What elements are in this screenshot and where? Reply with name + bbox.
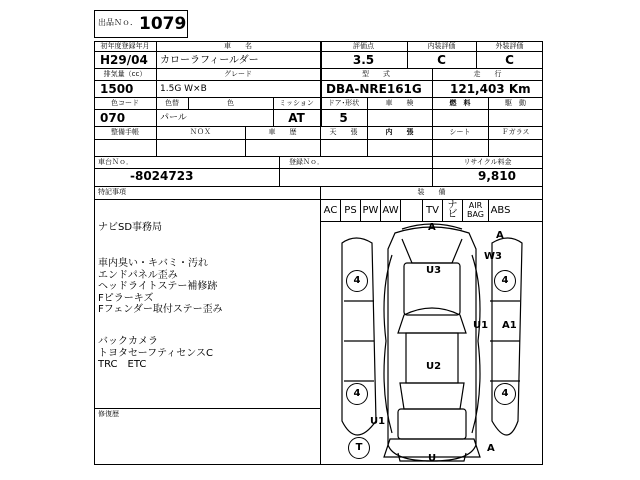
mileage-label: 走 行 [473, 70, 502, 78]
front-glass-label: Ｆガラス [501, 128, 530, 136]
service-book-label: 整備手帳 [111, 128, 139, 136]
damage-mark-w3: W3 [484, 251, 502, 262]
right-door-lines [490, 301, 520, 381]
interior-grade-value: C [437, 53, 446, 67]
notes-block-b [98, 258, 223, 316]
note-line: TRC ETC [98, 359, 147, 370]
damage-mark-a1: A1 [502, 320, 517, 331]
doors-value: 5 [339, 111, 348, 125]
drive-label: 駆 動 [505, 99, 526, 107]
notes-block-a [98, 222, 162, 234]
divider [94, 408, 320, 409]
note-line: エンドパネル歪み [98, 269, 178, 281]
equipment-item: ナビ [442, 199, 462, 221]
left-side-view [342, 238, 376, 435]
displacement-label: 排気量（cc） [103, 70, 147, 78]
windshield-outline [398, 308, 466, 333]
damage-mark-right-fender: A [496, 230, 504, 241]
note-line: トヨタセーフティセンスC [98, 347, 213, 359]
damage-mark-tailgate: U2 [426, 361, 442, 372]
equipment-item: PW [360, 199, 380, 221]
transmission-label: ミッション [279, 99, 314, 107]
damage-mark-rear-bumper: U [428, 453, 437, 464]
divider [94, 80, 543, 81]
divider [94, 109, 543, 110]
notes-header: 特記事項 [98, 188, 126, 196]
damage-mark-right-door: U1 [473, 320, 489, 331]
recycle-fee-label: リサイクル料金 [463, 158, 512, 166]
car-damage-diagram [320, 221, 543, 465]
damage-mark-rear-right: A [487, 443, 495, 454]
inspection-label: 車 検 [385, 99, 414, 107]
seat-label: シート [449, 128, 471, 136]
divider [94, 139, 543, 140]
right-side-view [492, 238, 522, 435]
damage-mark-rear-left: U1 [370, 416, 386, 427]
equipment-item: PS [340, 199, 360, 221]
divider [94, 126, 543, 127]
score-label: 評価点 [353, 42, 374, 50]
color-label: 色 [227, 99, 234, 107]
color-code-label: 色コード [111, 99, 139, 107]
reg-date-value: H29/04 [100, 53, 148, 67]
grade-value: 1.5G W×B [160, 84, 207, 94]
transmission-value: AT [288, 111, 305, 125]
car-top-view-outline [388, 227, 476, 461]
lot-number-label: 出品Ｎｏ． [98, 18, 138, 27]
history-label: 車 歴 [268, 128, 297, 136]
equipment-item: ABS [488, 199, 512, 221]
note-line: Fフェンダー取付ステー歪み [98, 304, 223, 315]
car-name-label: 車 名 [224, 42, 252, 50]
equipment-row [320, 199, 543, 221]
damage-mark-hood: U3 [426, 265, 442, 276]
note-line: ヘッドライトステー補修跡 [98, 281, 218, 292]
registration-label: 登録Ｎｏ． [289, 158, 324, 166]
chassis-value: -8024723 [130, 169, 194, 183]
divider [279, 156, 280, 186]
tire-rear-right: 4 [494, 383, 516, 405]
equipment-item: TV [422, 199, 442, 221]
tire-front-left: 4 [346, 270, 368, 292]
equipment-item: AIR BAG [462, 199, 488, 221]
note-line: Fピラーキズ [98, 292, 154, 304]
score-value: 3.5 [352, 53, 375, 67]
lot-number-value: 1079 [139, 14, 187, 34]
chassis-label: 車台Ｎｏ． [98, 158, 133, 166]
divider [94, 186, 543, 187]
equipment-header: 装 備 [417, 188, 446, 196]
equipment-item: AC [320, 199, 340, 221]
tailgate-panel [398, 409, 466, 439]
color-code-value: 070 [100, 111, 126, 125]
exterior-grade-label: 外装評価 [495, 42, 524, 50]
nox-label: ＮＯＸ [190, 128, 211, 136]
car-name-value: カローラフィールダー [160, 55, 259, 66]
note-line: バックカメラ [98, 336, 158, 347]
lot-number-box [94, 10, 188, 38]
color-value: パール [160, 113, 187, 123]
damage-mark-front-bumper: A [428, 222, 436, 233]
divider [94, 97, 543, 98]
color-change-label: 色替 [165, 99, 179, 107]
model-code-value: DBA-NRE161G [326, 82, 422, 96]
note-line: 車内臭い・キバミ・汚れ [98, 258, 208, 269]
repair-history-label: 修復歴 [98, 410, 119, 418]
recycle-fee-value: 9,810 [478, 169, 516, 183]
tire-front-right: 4 [494, 270, 516, 292]
reg-date-label: 初年度登録年月 [100, 42, 150, 50]
divider [94, 156, 543, 157]
doors-label: ドア･形状 [327, 99, 360, 107]
model-code-label: 型 式 [362, 70, 390, 78]
displacement-value: 1500 [100, 82, 134, 96]
note-line: ナビSD事務局 [98, 222, 163, 233]
spare-tire: T [348, 437, 370, 459]
equipment-item: AW [380, 199, 400, 221]
notes-block-c [98, 336, 213, 371]
interior-grade-label: 内装評価 [427, 42, 456, 50]
roof-panel [406, 333, 458, 383]
front-pillar-outline [402, 239, 462, 263]
left-door-lines [344, 301, 374, 381]
mileage-value: 121,403 Km [450, 82, 531, 96]
fuel-label: 燃 料 [449, 99, 471, 107]
equipment-item [400, 199, 422, 221]
rear-window-outline [400, 383, 464, 409]
tire-rear-left: 4 [346, 383, 368, 405]
roof-label: 天 張 [329, 128, 358, 136]
grade-label: グレード [224, 70, 252, 78]
divider [94, 68, 543, 69]
exterior-grade-value: C [505, 53, 514, 67]
interior-lining-label: 内 張 [385, 128, 414, 136]
